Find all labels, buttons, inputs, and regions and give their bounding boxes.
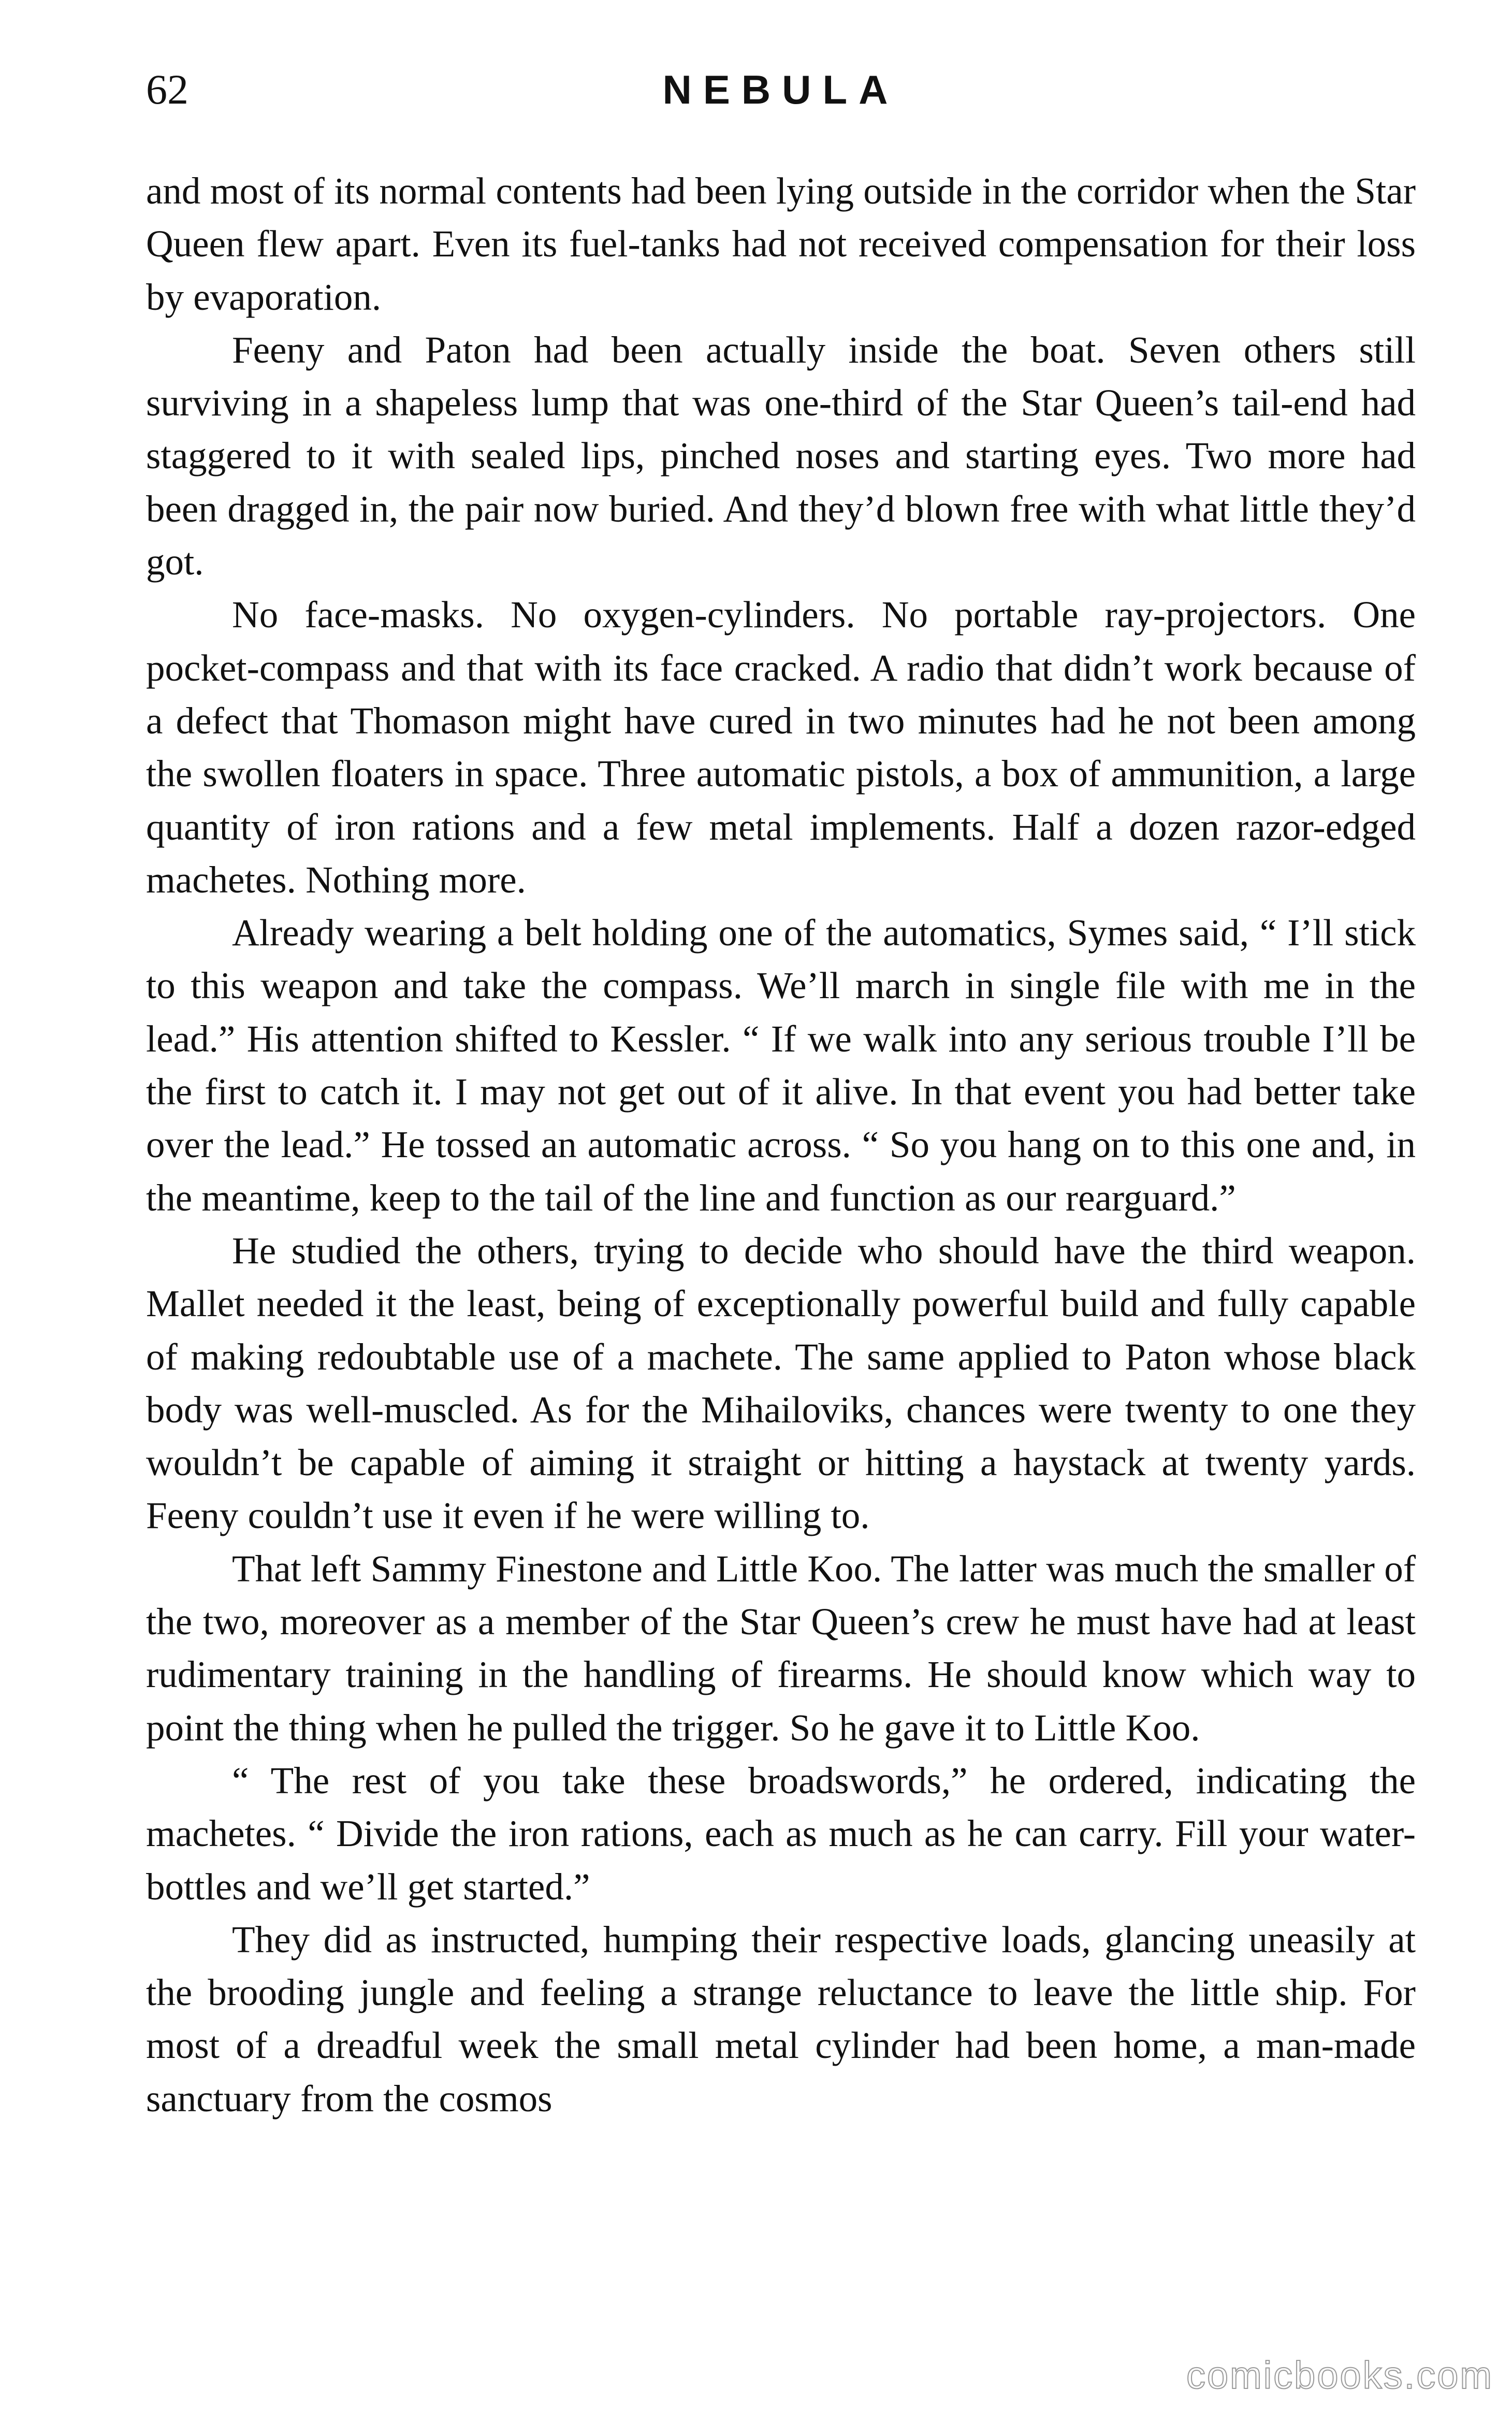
paragraph: They did as instructed, humping their respective loads, glancing uneasily at the brooding jungle and feeling a strange reluctance to leave the little ship. For most of a dreadful week the small metal cylinder had been home, a man-made sanctuary from the cosmos — [146, 1918, 1416, 2120]
paragraph: That left Sammy Finestone and Little Koo. The latter was much the smaller of the two, moreover as a member of the Star Queen’s crew he must have had at least rudimentary training in the handling of firearms. He should know which way to point the thing when he pulled the trigger. So he gave it to Little Koo. — [146, 1547, 1416, 1749]
paragraph: Already wearing a belt holding one of the automatics, Symes said, “ I’ll stick to this weapon and take the compass. We’ll march in single file with me in the lead.” His attention shifted to Kessler. “ If we walk into any serious trouble I’ll be the first to catch it. I may not get out of it alive. In that event you had better take over the lead.” He tossed an automatic across. “ So you hang on to this one and, in the meantime, keep to the tail of the line and function as our rearguard.” — [146, 912, 1416, 1219]
paragraph: “ The rest of you take these broadswords,” he ordered, indicating the machetes. “ Divide the iron rations, each as much as he can carry. Fill your water-bottles and we’ll get started.” — [146, 1759, 1416, 1908]
running-title: NEBULA — [662, 67, 899, 112]
watermark: comicbooks.com — [1186, 2354, 1493, 2397]
paragraph: Feeny and Paton had been actually inside the boat. Seven others still surviving in a shapeless lump that was one-third of the Star Queen’s tail-end had staggered to it with sealed lips, pinched noses and starting eyes. Two more had been dragged in, the pair now buried. And they’d blown free with what little they’d got. — [146, 328, 1416, 583]
body-text — [146, 165, 1416, 2125]
paragraph: No face-masks. No oxygen-cylinders. No portable ray-projectors. One pocket-compass and that with its face cracked. A radio that didn’t work because of a defect that Thomason might have cured in two minutes had he not been among the swollen floaters in space. Three automatic pistols, a box of ammunition, a large quantity of iron rations and a few metal implements. Half a dozen razor-edged machetes. Nothing more. — [146, 594, 1416, 901]
paragraph: He studied the others, trying to decide who should have the third weapon. Mallet needed it the least, being of exceptionally powerful build and fully capable of making redoubtable use of a machete. The same applied to Paton whose black body was well-muscled. As for the Mihailoviks, chances were twenty to one they wouldn’t be capable of aiming it straight or hitting a haystack at twenty yards. Feeny couldn’t use it even if he were willing to. — [146, 1229, 1416, 1537]
page-header — [146, 61, 1416, 118]
paragraph: and most of its normal contents had been lying outside in the corridor when the Star Queen flew apart. Even its fuel-tanks had not received compensation for their loss by evaporation. — [146, 170, 1416, 318]
page-number: 62 — [146, 66, 188, 113]
